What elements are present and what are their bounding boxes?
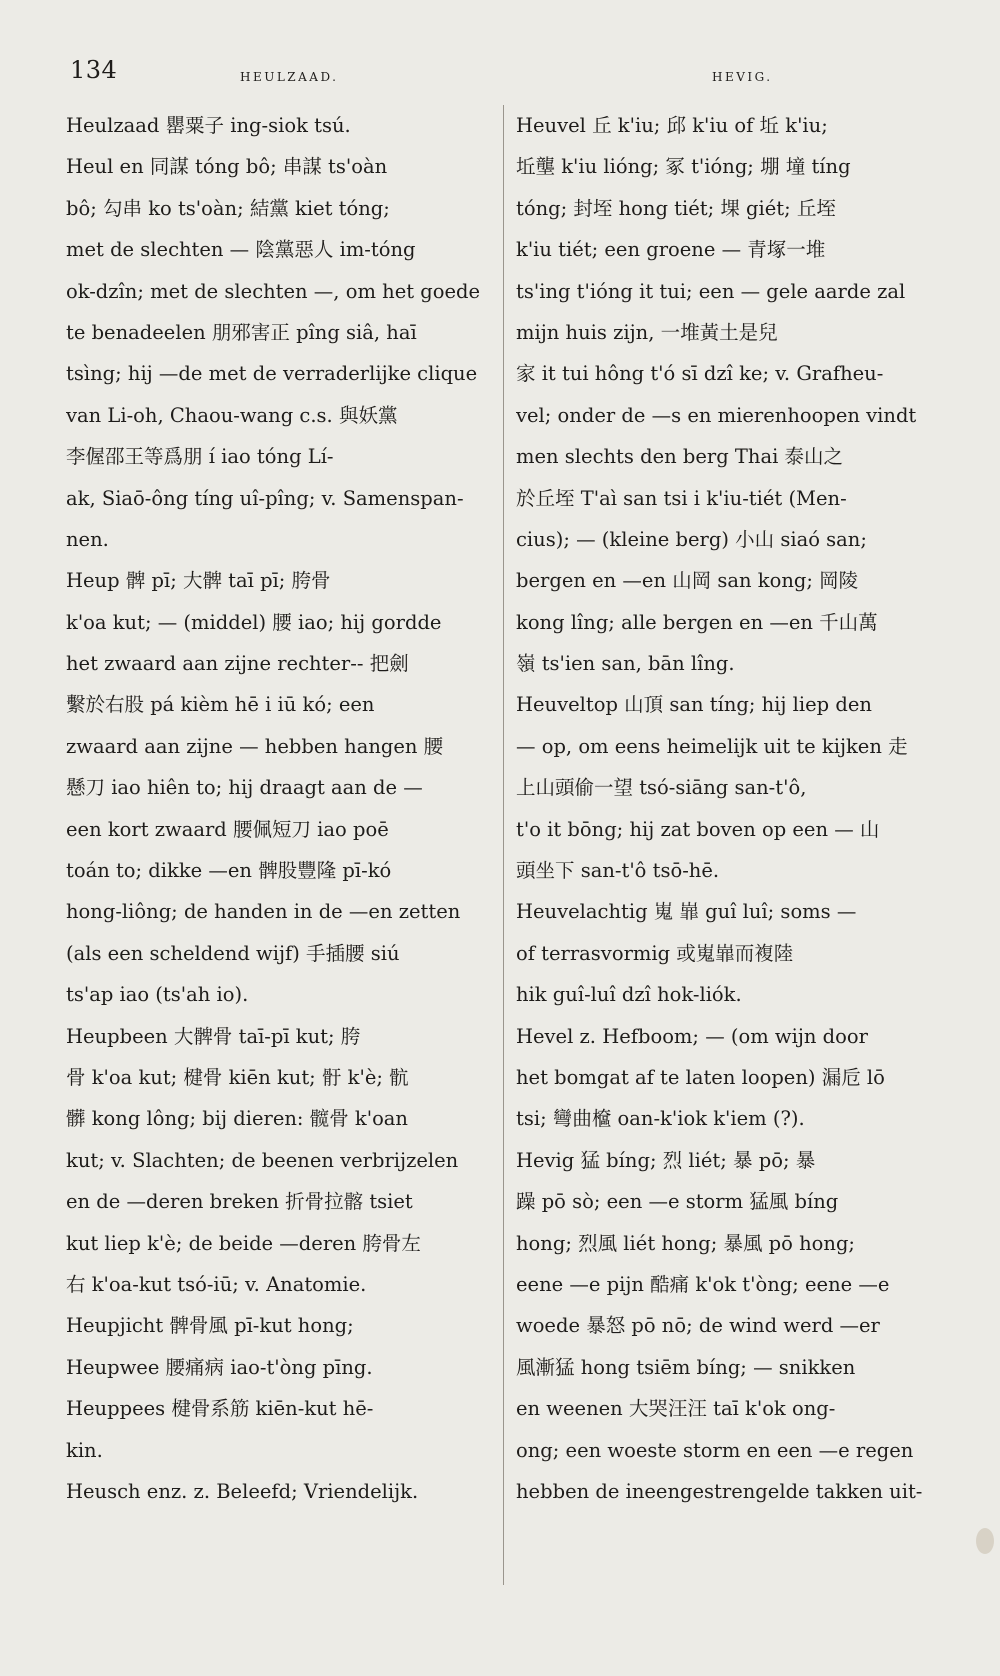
left-column-line: te benadeelen 朋邪害正 pîng siâ, haī xyxy=(66,320,417,344)
left-column-line: k'oa kut; — (middel) 腰 iao; hij gordde xyxy=(66,610,442,634)
right-column-line: t'o it bōng; hij zat boven op een — 山 xyxy=(516,817,880,841)
right-column-line: kong lîng; alle bergen en —en 千山萬 xyxy=(516,610,878,634)
left-column-line: Heul en 同謀 tóng bô; 串謀 ts'oàn xyxy=(66,155,388,179)
right-column xyxy=(516,105,962,1665)
right-column-line: Heuveltop 山頂 san tíng; hij liep den xyxy=(516,693,872,717)
right-column-line: 上山頭偷一望 tsó-siāng san-t'ô, xyxy=(516,776,807,800)
right-column-line: 頭坐下 san-t'ô tsō-hē. xyxy=(516,859,720,883)
left-column-line: kut liep k'è; de beide —deren 胯骨左 xyxy=(66,1231,421,1255)
left-column-line: een kort zwaard 腰佩短刀 iao poē xyxy=(66,817,389,841)
left-column-line: hong-liông; de handen in de —en zetten xyxy=(66,900,461,924)
right-column-line: ong; een woeste storm en een —e regen xyxy=(516,1438,914,1462)
right-column-line: k'iu tiét; een groene — 青塚一堆 xyxy=(516,238,826,262)
running-head-right: HEVIG. xyxy=(712,70,773,84)
left-column-line: toán to; dikke —en 髀股豐隆 pī-kó xyxy=(66,859,392,883)
left-column-line: Heupwee 腰痛病 iao-t'òng pīng. xyxy=(66,1355,373,1379)
left-column-line: en de —deren breken 折骨拉髂 tsiet xyxy=(66,1190,413,1214)
left-column-line: Heup 髀 pī; 大髀 taī pī; 胯骨 xyxy=(66,569,331,593)
right-column-line: cius); — (kleine berg) 小山 siaó san; xyxy=(516,527,867,551)
left-column-line: Heupbeen 大髀骨 taī-pī kut; 胯 xyxy=(66,1024,361,1048)
running-head-left: HEULZAAD. xyxy=(240,70,339,84)
right-column-line: Heuvel 丘 k'iu; 邱 k'iu of 坵 k'iu; xyxy=(516,114,828,137)
left-column-line: Heulzaad 罌粟子 ing-siok tsú. xyxy=(66,114,351,137)
left-column-line: kin. xyxy=(66,1438,103,1462)
right-column-line: Hevel z. Hefboom; — (om wijn door xyxy=(516,1024,868,1048)
right-column-line: of terrasvormig 或嵬㠑而複陸 xyxy=(516,941,794,965)
right-column-line: het bomgat af te laten loopen) 漏卮 lō xyxy=(516,1065,885,1089)
right-column-line: 風漸猛 hong tsiēm bíng; — snikken xyxy=(516,1355,856,1379)
left-column-line: nen. xyxy=(66,527,109,551)
right-column-line: eene —e pijn 酷痛 k'ok t'òng; eene —e xyxy=(516,1272,890,1296)
right-column-line: hong; 烈風 liét hong; 暴風 pō hong; xyxy=(516,1231,855,1255)
left-column-line: 右 k'oa-kut tsó-iū; v. Anatomie. xyxy=(66,1272,367,1296)
right-column-line: hebben de ineengestrengelde takken uit- xyxy=(516,1479,923,1503)
right-column-line: tóng; 封垤 hong tiét; 堁 giét; 丘垤 xyxy=(516,196,836,220)
left-column-line: zwaard aan zijne — hebben hangen 腰 xyxy=(66,734,444,758)
left-column-line: Heupjicht 髀骨風 pī-kut hong; xyxy=(66,1314,354,1338)
page-number: 134 xyxy=(70,56,118,84)
left-column-line: 繫於右股 pá kièm hē i iū kó; een xyxy=(66,693,375,717)
right-column-line: 家 it tui hông t'ó sī dzî ke; v. Grafheu- xyxy=(516,362,884,386)
left-column-line: Heusch enz. z. Beleefd; Vriendelijk. xyxy=(66,1479,419,1503)
left-column-line: 髒 kong lông; bij dieren: 髋骨 k'oan xyxy=(66,1107,408,1131)
left-column-line: tsìng; hij —de met de verraderlijke clique xyxy=(66,362,478,386)
left-column-line: 懸刀 iao hiên to; hij draagt aan de — xyxy=(66,776,423,800)
left-column-line: ok-dzîn; met de slechten —, om het goede xyxy=(66,279,481,303)
left-column xyxy=(66,105,494,1665)
right-column-line: men slechts den berg Thai 泰山之 xyxy=(516,445,844,469)
left-column-line: bô; 勾串 ko ts'oàn; 結黨 kiet tóng; xyxy=(66,196,390,220)
right-column-line: en weenen 大哭汪汪 taī k'ok ong- xyxy=(516,1397,836,1421)
right-column-line: woede 暴怒 pō nō; de wind werd —er xyxy=(516,1314,880,1338)
right-column-line: Hevig 猛 bíng; 烈 liét; 暴 pō; 暴 xyxy=(516,1148,816,1172)
right-column-line: 嶺 ts'ien san, bān lîng. xyxy=(516,652,735,676)
right-column-line: 坵壟 k'iu lióng; 冢 t'ióng; 堋 墥 tíng xyxy=(516,155,851,179)
left-column-line: het zwaard aan zijne rechter-- 把劍 xyxy=(66,652,409,676)
right-column-line: Heuvelachtig 嵬 㠑 guî luî; soms — xyxy=(516,900,857,924)
right-column-line: 於丘垤 T'aì san tsi i k'iu-tiét (Men- xyxy=(516,486,847,510)
left-column-line: ak, Siaō-ông tíng uî-pîng; v. Samenspan- xyxy=(66,486,464,510)
left-column-line: 李偓邵王等爲朋 í iao tóng Lí- xyxy=(66,445,334,469)
right-column-line: vel; onder de —s en mierenhoopen vindt xyxy=(516,403,917,427)
right-column-line: — op, om eens heimelijk uit te kijken 走 xyxy=(516,734,908,758)
right-column-line: tsi; 彎曲檶 oan-k'iok k'iem (?). xyxy=(516,1107,805,1131)
right-column-line: bergen en —en 山岡 san kong; 岡陵 xyxy=(516,569,859,593)
left-column-line: Heuppees 楗骨系筋 kiēn-kut hē- xyxy=(66,1397,374,1421)
right-column-line: hik guî-luî dzî hok-liók. xyxy=(516,983,742,1007)
left-column-line: met de slechten — 陰黨惡人 im-tóng xyxy=(66,238,416,262)
right-column-line: mijn huis zijn, 一堆黃土是兒 xyxy=(516,320,778,344)
column-divider xyxy=(503,105,504,1585)
left-column-line: (als een scheldend wijf) 手插腰 siú xyxy=(66,941,400,965)
right-column-line: 躁 pō sò; een —e storm 猛風 bíng xyxy=(516,1190,839,1214)
left-column-line: 骨 k'oa kut; 楗骨 kiēn kut; 骬 k'è; 骯 xyxy=(66,1065,409,1089)
left-column-line: kut; v. Slachten; de beenen verbrijzelen xyxy=(66,1148,459,1172)
right-column-line: ts'ing t'ióng it tui; een — gele aarde zal xyxy=(516,279,906,303)
left-column-line: van Li-oh, Chaou-wang c.s. 與妖黨 xyxy=(66,403,398,427)
left-column-line: ts'ap iao (ts'ah io). xyxy=(66,983,249,1007)
paper-stain xyxy=(976,1528,994,1554)
